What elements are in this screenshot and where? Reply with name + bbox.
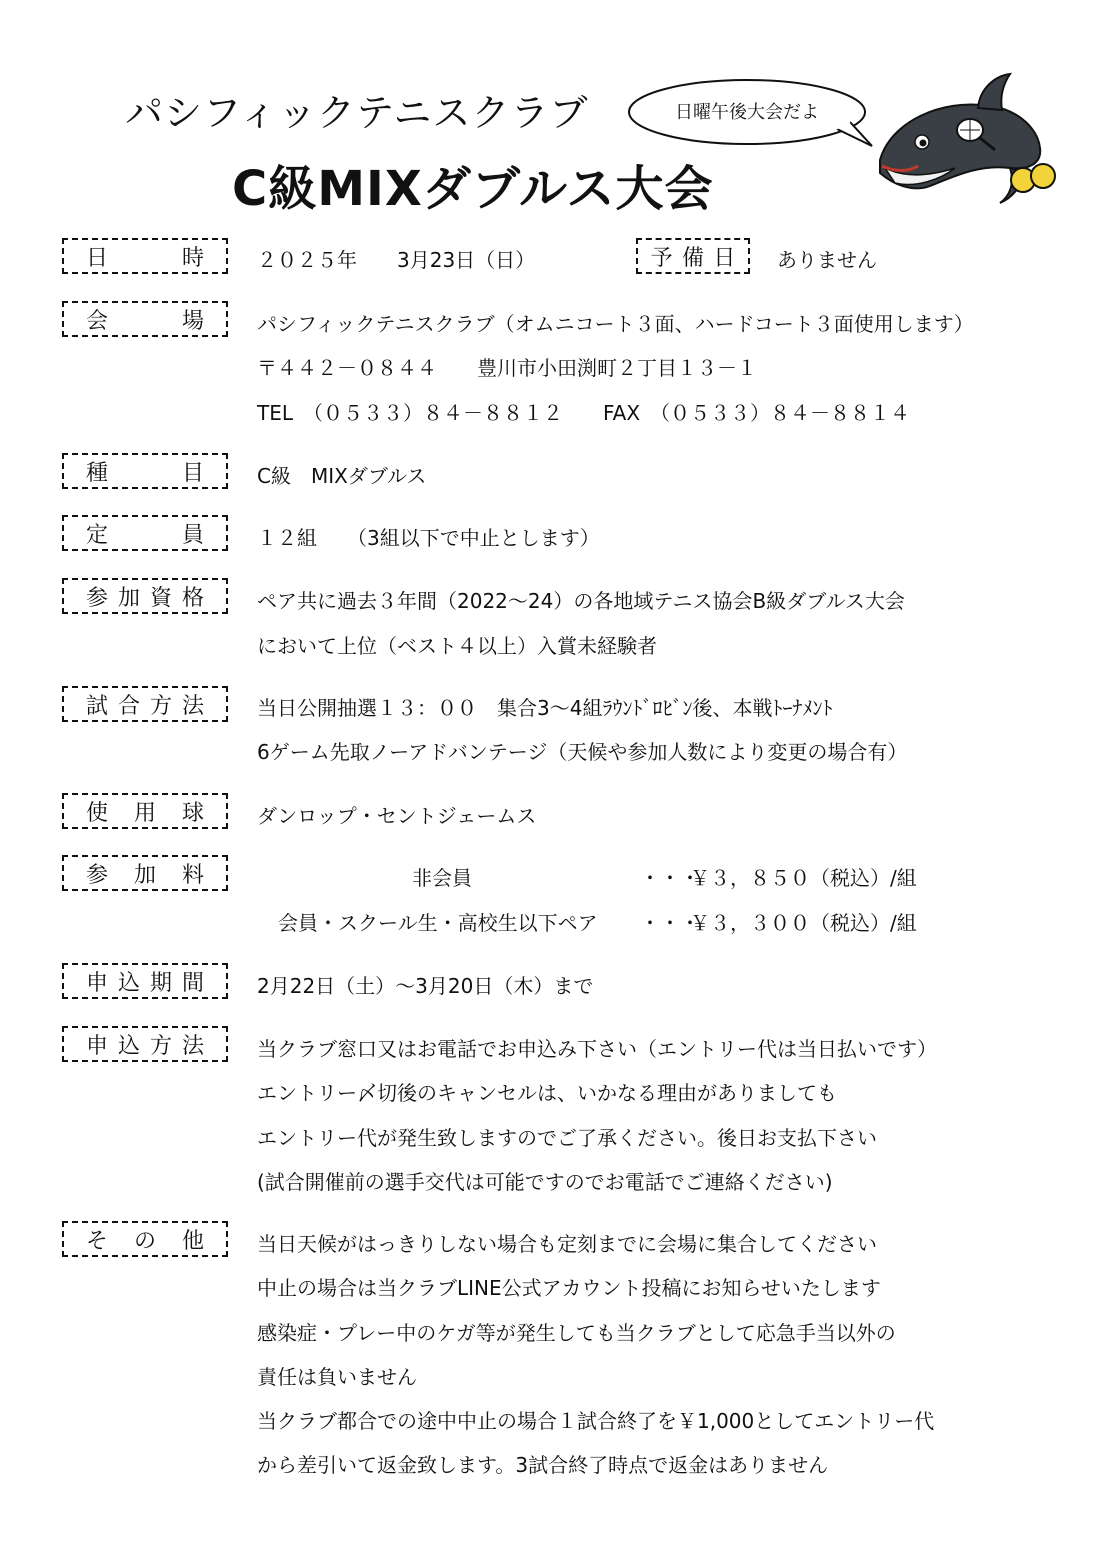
label-char: 参 xyxy=(86,862,109,888)
label-char: 申 xyxy=(86,970,109,996)
eligibility-line: ペア共に過去３年間（2022～24）の各地域テニス協会B級ダブルス大会 xyxy=(257,589,905,613)
label-other xyxy=(62,1221,228,1257)
format-line: 6ゲーム先取ノーアドバンテージ（天候や参加人数により変更の場合有） xyxy=(257,740,908,764)
fee-who: 非会員 xyxy=(412,866,472,890)
label-char: 会 xyxy=(86,308,109,334)
label-char: 期 xyxy=(149,970,172,996)
label-date xyxy=(62,238,228,274)
label-char: 日 xyxy=(713,245,736,271)
label-char: そ xyxy=(86,1228,109,1254)
method-line: エントリー〆切後のキャンセルは、いかなる理由がありましても xyxy=(257,1081,837,1105)
label-char: 方 xyxy=(149,1033,172,1059)
fee-price: ￥３，８５０（税込）/組 xyxy=(690,866,917,890)
speech-bubble xyxy=(622,74,882,154)
ball-value: ダンロップ・セントジェームス xyxy=(257,804,537,828)
label-char: 間 xyxy=(181,970,204,996)
label-char: 込 xyxy=(117,970,140,996)
method-line: エントリー代が発生致しますのでご了承ください。後日お支払下さい xyxy=(257,1126,877,1150)
label-char: 種 xyxy=(86,460,109,486)
label-char: 時 xyxy=(181,245,204,271)
event-title: C級MIXダブルス大会 xyxy=(232,161,714,217)
other-line: 感染症・プレー中のケガ等が発生しても当クラブとして応急手当以外の xyxy=(257,1321,896,1345)
other-line: 責任は負いません xyxy=(257,1365,417,1389)
format-line: 当日公開抽選１３：００ 集合3～4組ﾗｳﾝﾄﾞﾛﾋﾞﾝ後、本戦ﾄｰﾅﾒﾝﾄ xyxy=(257,696,833,720)
label-char: 合 xyxy=(117,693,140,719)
method-line: (試合開催前の選手交代は可能ですのでお電話でご連絡ください) xyxy=(257,1170,833,1194)
capacity-value: １２組 （3組以下で中止とします） xyxy=(257,526,600,550)
dolphin-mascot-icon xyxy=(860,68,1060,208)
label-char: 他 xyxy=(181,1228,204,1254)
label-ball xyxy=(62,793,228,829)
label-period xyxy=(62,963,228,999)
label-eligibility xyxy=(62,578,228,614)
bubble-text: 日曜午後大会だよ xyxy=(675,102,819,123)
category-value: C級 MIXダブルス xyxy=(257,464,427,488)
label-fee xyxy=(62,855,228,891)
label-format xyxy=(62,686,228,722)
label-char: 申 xyxy=(86,1033,109,1059)
label-char: 目 xyxy=(181,460,204,486)
label-char: 加 xyxy=(133,862,156,888)
date-value: ２０２５年 3月23日（日） xyxy=(257,248,536,272)
label-char: 方 xyxy=(149,693,172,719)
venue-line: パシフィックテニスクラブ（オムニコート３面、ハードコート３面使用します） xyxy=(257,312,974,336)
label-char: 格 xyxy=(181,585,204,611)
other-line: 当日天候がはっきりしない場合も定刻までに会場に集合してください xyxy=(257,1232,877,1256)
label-char: 定 xyxy=(86,522,109,548)
label-char: 使 xyxy=(86,800,109,826)
fee-price: ￥３，３００（税込）/組 xyxy=(690,911,917,935)
label-char: 球 xyxy=(181,800,204,826)
label-char: 員 xyxy=(181,522,204,548)
label-char: 加 xyxy=(117,585,140,611)
label-category xyxy=(62,453,228,489)
label-reserve-day xyxy=(636,238,750,274)
label-char: 用 xyxy=(133,800,156,826)
label-char: 予 xyxy=(650,245,673,271)
venue-address: 〒４４２－０８４４ 豊川市小田渕町２丁目１３－１ xyxy=(257,356,757,380)
label-char: 参 xyxy=(86,585,109,611)
label-char: 日 xyxy=(86,245,109,271)
venue-phone-fax: TEL （０５３３）８４－８８１２ FAX （０５３３）８４－８８１４ xyxy=(257,401,911,425)
period-value: 2月22日（土）～3月20日（木）まで xyxy=(257,974,594,998)
label-char: 資 xyxy=(149,585,172,611)
label-char: 備 xyxy=(681,245,704,271)
other-line: 当クラブ都合での途中中止の場合１試合終了を￥1,000としてエントリー代 xyxy=(257,1409,935,1433)
label-char: の xyxy=(133,1228,156,1254)
fee-dots: ・・・ xyxy=(640,911,700,935)
method-line: 当クラブ窓口又はお電話でお申込み下さい（エントリー代は当日払いです） xyxy=(257,1037,937,1061)
label-capacity xyxy=(62,515,228,551)
label-char: 料 xyxy=(181,862,204,888)
label-char: 場 xyxy=(181,308,204,334)
other-line: から差引いて返金致します。3試合終了時点で返金はありません xyxy=(257,1453,829,1477)
label-char: 法 xyxy=(181,1033,204,1059)
label-char: 法 xyxy=(181,693,204,719)
reserve-day-value: ありません xyxy=(777,248,877,272)
label-venue xyxy=(62,301,228,337)
fee-who: 会員・スクール生・高校生以下ペア xyxy=(278,911,598,935)
other-line: 中止の場合は当クラブLINE公式アカウント投稿にお知らせいたします xyxy=(257,1276,881,1300)
eligibility-line: において上位（ベスト４以上）入賞未経験者 xyxy=(257,634,657,658)
label-char: 込 xyxy=(117,1033,140,1059)
label-method xyxy=(62,1026,228,1062)
fee-dots: ・・・ xyxy=(640,866,700,890)
club-name: パシフィックテニスクラブ xyxy=(125,91,589,135)
label-char: 試 xyxy=(86,693,109,719)
